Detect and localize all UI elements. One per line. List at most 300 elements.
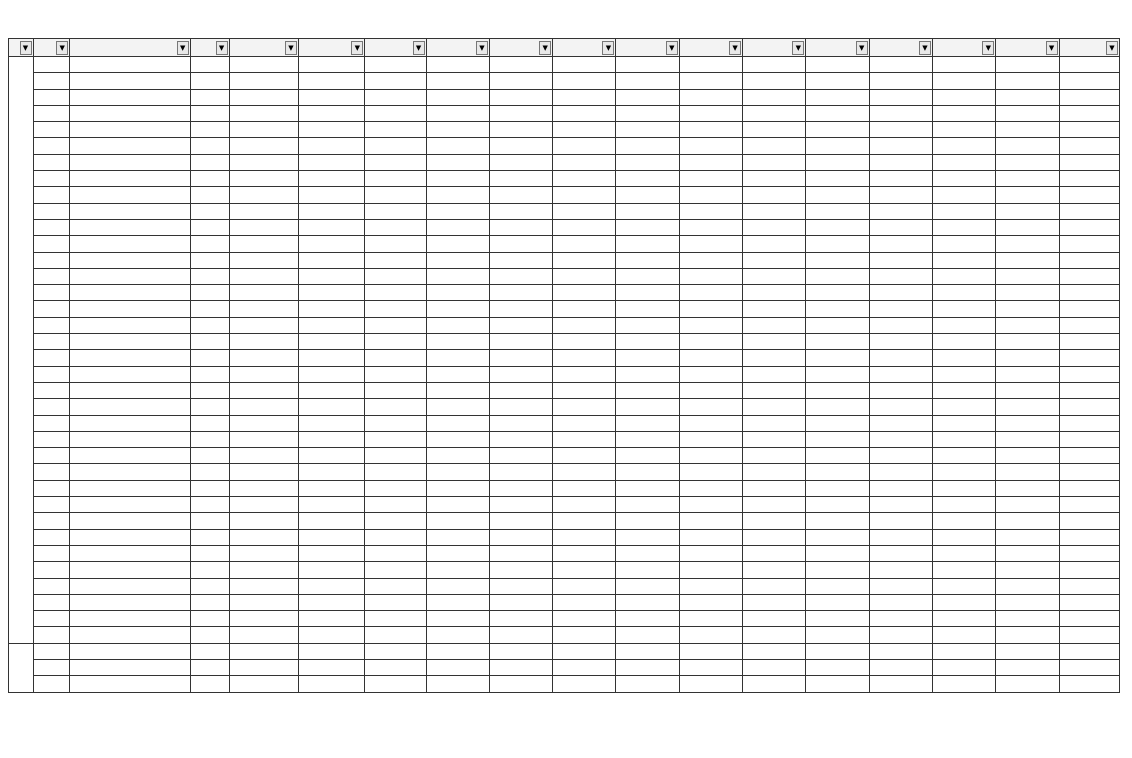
score-cell[interactable]	[932, 236, 995, 252]
score-cell[interactable]	[298, 138, 364, 154]
score-cell[interactable]	[426, 659, 489, 675]
score-cell[interactable]	[489, 219, 552, 235]
score-cell[interactable]	[298, 285, 364, 301]
score-cell[interactable]	[489, 317, 552, 333]
score-cell[interactable]	[679, 529, 742, 545]
score-cell[interactable]	[365, 236, 426, 252]
subject-type-cell[interactable]	[190, 611, 229, 627]
score-cell[interactable]	[1059, 268, 1119, 284]
score-cell[interactable]	[1059, 497, 1119, 513]
score-cell[interactable]	[869, 415, 932, 431]
score-cell[interactable]	[553, 382, 616, 398]
score-cell[interactable]	[869, 122, 932, 138]
score-cell[interactable]	[616, 627, 679, 643]
score-cell[interactable]	[743, 57, 806, 73]
score-cell[interactable]	[365, 301, 426, 317]
score-cell[interactable]	[806, 187, 869, 203]
score-cell[interactable]	[1059, 350, 1119, 366]
score-cell[interactable]	[489, 464, 552, 480]
score-cell[interactable]	[996, 138, 1059, 154]
score-cell[interactable]	[806, 203, 869, 219]
score-cell[interactable]	[806, 89, 869, 105]
score-cell[interactable]	[229, 138, 298, 154]
score-cell[interactable]	[932, 659, 995, 675]
filter-dropdown-icon[interactable]: ▼	[216, 41, 228, 55]
score-cell[interactable]	[229, 643, 298, 659]
score-cell[interactable]	[298, 594, 364, 610]
score-cell[interactable]	[869, 676, 932, 692]
filter-dropdown-icon[interactable]: ▼	[177, 41, 189, 55]
score-cell[interactable]	[489, 513, 552, 529]
score-cell[interactable]	[426, 448, 489, 464]
score-cell[interactable]	[298, 497, 364, 513]
major-name-cell[interactable]	[70, 219, 190, 235]
score-cell[interactable]	[553, 659, 616, 675]
score-cell[interactable]	[679, 138, 742, 154]
score-cell[interactable]	[616, 268, 679, 284]
score-cell[interactable]	[1059, 334, 1119, 350]
score-cell[interactable]	[426, 285, 489, 301]
seq-cell[interactable]	[33, 350, 70, 366]
score-cell[interactable]	[489, 627, 552, 643]
score-cell[interactable]	[426, 676, 489, 692]
score-cell[interactable]	[489, 252, 552, 268]
score-cell[interactable]	[1059, 138, 1119, 154]
subject-type-cell[interactable]	[190, 268, 229, 284]
score-cell[interactable]	[869, 236, 932, 252]
score-cell[interactable]	[743, 497, 806, 513]
score-cell[interactable]	[365, 268, 426, 284]
score-cell[interactable]	[426, 252, 489, 268]
score-cell[interactable]	[298, 105, 364, 121]
score-cell[interactable]	[806, 627, 869, 643]
seq-cell[interactable]	[33, 659, 70, 675]
score-cell[interactable]	[365, 334, 426, 350]
score-cell[interactable]	[426, 529, 489, 545]
score-cell[interactable]	[1059, 431, 1119, 447]
score-cell[interactable]	[806, 268, 869, 284]
score-cell[interactable]	[365, 171, 426, 187]
score-cell[interactable]	[616, 334, 679, 350]
score-cell[interactable]	[996, 317, 1059, 333]
major-name-cell[interactable]	[70, 513, 190, 529]
score-cell[interactable]	[932, 529, 995, 545]
score-cell[interactable]	[365, 643, 426, 659]
subject-type-cell[interactable]	[190, 399, 229, 415]
score-cell[interactable]	[743, 529, 806, 545]
score-cell[interactable]	[806, 236, 869, 252]
score-cell[interactable]	[1059, 122, 1119, 138]
score-cell[interactable]	[553, 252, 616, 268]
subject-type-cell[interactable]	[190, 57, 229, 73]
score-cell[interactable]	[679, 366, 742, 382]
score-cell[interactable]	[1059, 285, 1119, 301]
score-cell[interactable]	[616, 366, 679, 382]
score-cell[interactable]	[743, 138, 806, 154]
score-cell[interactable]	[996, 562, 1059, 578]
score-cell[interactable]	[298, 562, 364, 578]
score-cell[interactable]	[996, 643, 1059, 659]
score-cell[interactable]	[1059, 154, 1119, 170]
score-cell[interactable]	[932, 464, 995, 480]
score-cell[interactable]	[996, 89, 1059, 105]
score-cell[interactable]	[932, 89, 995, 105]
score-cell[interactable]	[365, 676, 426, 692]
filter-dropdown-icon[interactable]: ▼	[476, 41, 488, 55]
score-cell[interactable]	[298, 415, 364, 431]
score-cell[interactable]	[743, 350, 806, 366]
score-cell[interactable]	[426, 122, 489, 138]
column-header[interactable]	[553, 39, 616, 57]
score-cell[interactable]	[932, 187, 995, 203]
column-header[interactable]	[932, 39, 995, 57]
score-cell[interactable]	[553, 529, 616, 545]
score-cell[interactable]	[489, 122, 552, 138]
score-cell[interactable]	[1059, 594, 1119, 610]
score-cell[interactable]	[553, 480, 616, 496]
seq-cell[interactable]	[33, 122, 70, 138]
score-cell[interactable]	[996, 464, 1059, 480]
score-cell[interactable]	[743, 578, 806, 594]
score-cell[interactable]	[365, 431, 426, 447]
score-cell[interactable]	[489, 171, 552, 187]
score-cell[interactable]	[806, 594, 869, 610]
score-cell[interactable]	[743, 676, 806, 692]
score-cell[interactable]	[553, 611, 616, 627]
score-cell[interactable]	[743, 154, 806, 170]
score-cell[interactable]	[806, 57, 869, 73]
score-cell[interactable]	[553, 545, 616, 561]
score-cell[interactable]	[298, 122, 364, 138]
score-cell[interactable]	[489, 73, 552, 89]
score-cell[interactable]	[426, 301, 489, 317]
subject-type-cell[interactable]	[190, 382, 229, 398]
score-cell[interactable]	[553, 236, 616, 252]
score-cell[interactable]	[229, 399, 298, 415]
score-cell[interactable]	[365, 57, 426, 73]
column-header[interactable]	[806, 39, 869, 57]
seq-cell[interactable]	[33, 529, 70, 545]
score-cell[interactable]	[743, 448, 806, 464]
score-cell[interactable]	[806, 399, 869, 415]
score-cell[interactable]	[489, 334, 552, 350]
score-cell[interactable]	[932, 252, 995, 268]
score-cell[interactable]	[932, 138, 995, 154]
score-cell[interactable]	[553, 285, 616, 301]
filter-dropdown-icon[interactable]: ▼	[982, 41, 994, 55]
score-cell[interactable]	[869, 480, 932, 496]
major-name-cell[interactable]	[70, 89, 190, 105]
score-cell[interactable]	[1059, 562, 1119, 578]
score-cell[interactable]	[869, 105, 932, 121]
score-cell[interactable]	[229, 219, 298, 235]
score-cell[interactable]	[229, 594, 298, 610]
score-cell[interactable]	[679, 431, 742, 447]
major-name-cell[interactable]	[70, 382, 190, 398]
column-header[interactable]	[489, 39, 552, 57]
major-name-cell[interactable]	[70, 366, 190, 382]
score-cell[interactable]	[426, 643, 489, 659]
score-cell[interactable]	[869, 334, 932, 350]
score-cell[interactable]	[489, 203, 552, 219]
score-cell[interactable]	[1059, 545, 1119, 561]
seq-cell[interactable]	[33, 594, 70, 610]
seq-cell[interactable]	[33, 643, 70, 659]
score-cell[interactable]	[679, 301, 742, 317]
major-name-cell[interactable]	[70, 659, 190, 675]
score-cell[interactable]	[679, 187, 742, 203]
score-cell[interactable]	[1059, 89, 1119, 105]
score-cell[interactable]	[679, 285, 742, 301]
seq-cell[interactable]	[33, 268, 70, 284]
score-cell[interactable]	[616, 399, 679, 415]
score-cell[interactable]	[679, 171, 742, 187]
score-cell[interactable]	[553, 366, 616, 382]
column-header[interactable]	[869, 39, 932, 57]
filter-dropdown-icon[interactable]: ▼	[666, 41, 678, 55]
score-cell[interactable]	[616, 497, 679, 513]
score-cell[interactable]	[996, 187, 1059, 203]
seq-cell[interactable]	[33, 448, 70, 464]
score-cell[interactable]	[869, 497, 932, 513]
subject-type-cell[interactable]	[190, 236, 229, 252]
score-cell[interactable]	[298, 171, 364, 187]
score-cell[interactable]	[996, 268, 1059, 284]
score-cell[interactable]	[229, 578, 298, 594]
subject-type-cell[interactable]	[190, 219, 229, 235]
score-cell[interactable]	[743, 643, 806, 659]
score-cell[interactable]	[1059, 578, 1119, 594]
subject-type-cell[interactable]	[190, 89, 229, 105]
score-cell[interactable]	[806, 448, 869, 464]
seq-cell[interactable]	[33, 301, 70, 317]
score-cell[interactable]	[996, 203, 1059, 219]
score-cell[interactable]	[869, 317, 932, 333]
seq-cell[interactable]	[33, 513, 70, 529]
score-cell[interactable]	[932, 382, 995, 398]
column-header[interactable]	[33, 39, 70, 57]
score-cell[interactable]	[679, 122, 742, 138]
score-cell[interactable]	[553, 562, 616, 578]
score-cell[interactable]	[553, 203, 616, 219]
score-cell[interactable]	[229, 252, 298, 268]
subject-type-cell[interactable]	[190, 171, 229, 187]
major-name-cell[interactable]	[70, 138, 190, 154]
score-cell[interactable]	[298, 366, 364, 382]
score-cell[interactable]	[229, 236, 298, 252]
score-cell[interactable]	[616, 105, 679, 121]
score-cell[interactable]	[616, 219, 679, 235]
seq-cell[interactable]	[33, 219, 70, 235]
score-cell[interactable]	[229, 171, 298, 187]
major-name-cell[interactable]	[70, 529, 190, 545]
score-cell[interactable]	[426, 138, 489, 154]
column-header[interactable]	[190, 39, 229, 57]
score-cell[interactable]	[616, 73, 679, 89]
score-cell[interactable]	[489, 285, 552, 301]
filter-dropdown-icon[interactable]: ▼	[856, 41, 868, 55]
score-cell[interactable]	[489, 187, 552, 203]
score-cell[interactable]	[743, 219, 806, 235]
score-cell[interactable]	[616, 611, 679, 627]
score-cell[interactable]	[932, 415, 995, 431]
major-name-cell[interactable]	[70, 497, 190, 513]
score-cell[interactable]	[996, 594, 1059, 610]
score-cell[interactable]	[996, 154, 1059, 170]
score-cell[interactable]	[616, 57, 679, 73]
column-header[interactable]	[1059, 39, 1119, 57]
score-cell[interactable]	[996, 350, 1059, 366]
filter-dropdown-icon[interactable]: ▼	[285, 41, 297, 55]
score-cell[interactable]	[806, 464, 869, 480]
score-cell[interactable]	[426, 513, 489, 529]
major-name-cell[interactable]	[70, 627, 190, 643]
score-cell[interactable]	[553, 57, 616, 73]
seq-cell[interactable]	[33, 334, 70, 350]
major-name-cell[interactable]	[70, 578, 190, 594]
score-cell[interactable]	[229, 73, 298, 89]
score-cell[interactable]	[1059, 676, 1119, 692]
score-cell[interactable]	[298, 643, 364, 659]
score-cell[interactable]	[932, 578, 995, 594]
score-cell[interactable]	[679, 480, 742, 496]
filter-dropdown-icon[interactable]: ▼	[792, 41, 804, 55]
subject-type-cell[interactable]	[190, 317, 229, 333]
column-header[interactable]	[298, 39, 364, 57]
score-cell[interactable]	[426, 399, 489, 415]
score-cell[interactable]	[996, 73, 1059, 89]
score-cell[interactable]	[426, 89, 489, 105]
score-cell[interactable]	[679, 513, 742, 529]
score-cell[interactable]	[489, 350, 552, 366]
score-cell[interactable]	[229, 676, 298, 692]
score-cell[interactable]	[869, 627, 932, 643]
score-cell[interactable]	[616, 236, 679, 252]
score-cell[interactable]	[426, 236, 489, 252]
score-cell[interactable]	[229, 57, 298, 73]
seq-cell[interactable]	[33, 676, 70, 692]
major-name-cell[interactable]	[70, 154, 190, 170]
score-cell[interactable]	[1059, 219, 1119, 235]
score-cell[interactable]	[229, 366, 298, 382]
score-cell[interactable]	[298, 317, 364, 333]
score-cell[interactable]	[229, 203, 298, 219]
score-cell[interactable]	[616, 89, 679, 105]
subject-type-cell[interactable]	[190, 497, 229, 513]
score-cell[interactable]	[1059, 415, 1119, 431]
subject-type-cell[interactable]	[190, 187, 229, 203]
score-cell[interactable]	[426, 73, 489, 89]
score-cell[interactable]	[298, 334, 364, 350]
seq-cell[interactable]	[33, 562, 70, 578]
score-cell[interactable]	[1059, 627, 1119, 643]
score-cell[interactable]	[298, 89, 364, 105]
score-cell[interactable]	[932, 171, 995, 187]
seq-cell[interactable]	[33, 154, 70, 170]
score-cell[interactable]	[426, 415, 489, 431]
score-cell[interactable]	[365, 187, 426, 203]
score-cell[interactable]	[996, 431, 1059, 447]
score-cell[interactable]	[298, 480, 364, 496]
score-cell[interactable]	[932, 513, 995, 529]
score-cell[interactable]	[298, 399, 364, 415]
score-cell[interactable]	[869, 203, 932, 219]
subject-type-cell[interactable]	[190, 562, 229, 578]
score-cell[interactable]	[806, 643, 869, 659]
score-cell[interactable]	[996, 659, 1059, 675]
major-name-cell[interactable]	[70, 611, 190, 627]
score-cell[interactable]	[806, 122, 869, 138]
score-cell[interactable]	[616, 122, 679, 138]
major-name-cell[interactable]	[70, 236, 190, 252]
score-cell[interactable]	[996, 366, 1059, 382]
score-cell[interactable]	[229, 105, 298, 121]
score-cell[interactable]	[616, 415, 679, 431]
score-cell[interactable]	[365, 497, 426, 513]
score-cell[interactable]	[616, 285, 679, 301]
score-cell[interactable]	[806, 529, 869, 545]
score-cell[interactable]	[229, 529, 298, 545]
score-cell[interactable]	[553, 464, 616, 480]
seq-cell[interactable]	[33, 57, 70, 73]
score-cell[interactable]	[489, 415, 552, 431]
subject-type-cell[interactable]	[190, 366, 229, 382]
score-cell[interactable]	[806, 317, 869, 333]
score-cell[interactable]	[932, 497, 995, 513]
score-cell[interactable]	[743, 89, 806, 105]
subject-type-cell[interactable]	[190, 448, 229, 464]
score-cell[interactable]	[553, 578, 616, 594]
score-cell[interactable]	[616, 578, 679, 594]
score-cell[interactable]	[489, 366, 552, 382]
score-cell[interactable]	[616, 513, 679, 529]
score-cell[interactable]	[806, 562, 869, 578]
score-cell[interactable]	[365, 448, 426, 464]
score-cell[interactable]	[298, 203, 364, 219]
score-cell[interactable]	[679, 578, 742, 594]
score-cell[interactable]	[426, 203, 489, 219]
score-cell[interactable]	[932, 676, 995, 692]
score-cell[interactable]	[229, 122, 298, 138]
column-header[interactable]	[229, 39, 298, 57]
score-cell[interactable]	[806, 366, 869, 382]
column-header[interactable]	[679, 39, 742, 57]
score-cell[interactable]	[365, 122, 426, 138]
score-cell[interactable]	[426, 334, 489, 350]
score-cell[interactable]	[932, 431, 995, 447]
subject-type-cell[interactable]	[190, 73, 229, 89]
score-cell[interactable]	[869, 513, 932, 529]
score-cell[interactable]	[229, 187, 298, 203]
major-name-cell[interactable]	[70, 448, 190, 464]
score-cell[interactable]	[426, 497, 489, 513]
major-name-cell[interactable]	[70, 171, 190, 187]
subject-type-cell[interactable]	[190, 464, 229, 480]
subject-type-cell[interactable]	[190, 513, 229, 529]
score-cell[interactable]	[365, 627, 426, 643]
score-cell[interactable]	[932, 627, 995, 643]
score-cell[interactable]	[869, 89, 932, 105]
score-cell[interactable]	[365, 578, 426, 594]
score-cell[interactable]	[806, 138, 869, 154]
score-cell[interactable]	[996, 480, 1059, 496]
score-cell[interactable]	[229, 334, 298, 350]
major-name-cell[interactable]	[70, 57, 190, 73]
column-header[interactable]	[743, 39, 806, 57]
score-cell[interactable]	[679, 268, 742, 284]
major-name-cell[interactable]	[70, 676, 190, 692]
score-cell[interactable]	[553, 513, 616, 529]
